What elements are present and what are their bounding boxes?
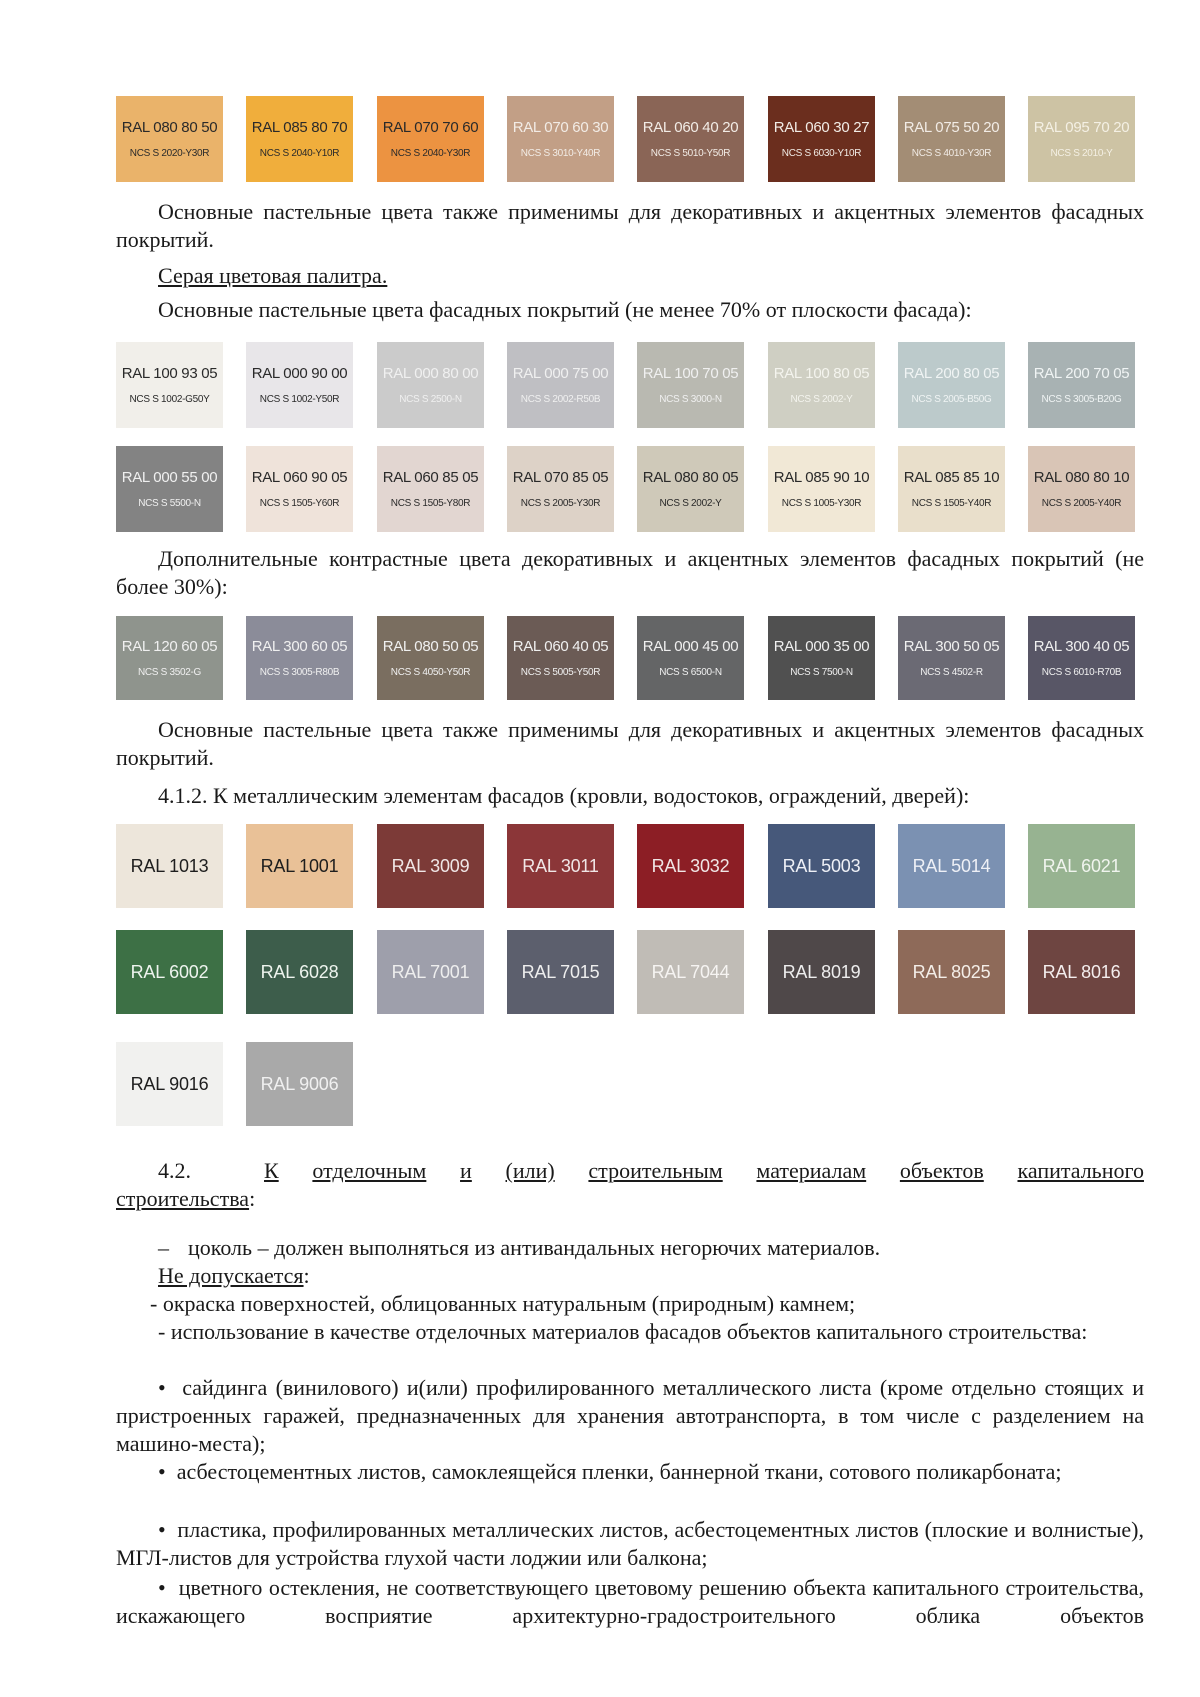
heading-word: объектов bbox=[899, 1158, 984, 1183]
dash-item-plinth bbox=[116, 1234, 1144, 1262]
section-4-2-number: 4.2. bbox=[158, 1158, 191, 1183]
color-swatch bbox=[507, 930, 614, 1014]
ral-code: RAL 300 50 05 bbox=[903, 638, 1000, 655]
ncs-code: NCS S 5010-Y50R bbox=[650, 148, 731, 159]
paragraph-contrast: Дополнительные контрастные цвета декоративных и акцентных элементов фасадных покрытий (не более 30%): bbox=[116, 546, 1144, 599]
ncs-code: NCS S 2005-B50G bbox=[911, 394, 992, 405]
ral-code: RAL 7044 bbox=[651, 961, 730, 982]
ncs-code: NCS S 4050-Y50R bbox=[390, 667, 471, 678]
color-swatch bbox=[768, 616, 875, 700]
ral-code: RAL 300 40 05 bbox=[1033, 638, 1130, 655]
ral-code: RAL 000 90 00 bbox=[251, 365, 348, 382]
ncs-code: NCS S 2020-Y30R bbox=[129, 148, 210, 159]
color-swatch bbox=[1028, 96, 1135, 182]
color-swatch bbox=[768, 342, 875, 428]
bullet-plastic bbox=[116, 1516, 1144, 1572]
ral-code: RAL 070 85 05 bbox=[512, 469, 609, 486]
bullet-asbestos bbox=[116, 1458, 1144, 1486]
ral-code: RAL 000 45 00 bbox=[642, 638, 739, 655]
color-swatch bbox=[898, 616, 1005, 700]
palette-row-gray-2 bbox=[116, 446, 1144, 532]
ncs-code: NCS S 3005-B20G bbox=[1041, 394, 1122, 405]
ral-code: RAL 000 55 00 bbox=[121, 469, 218, 486]
ral-code: RAL 075 50 20 bbox=[903, 119, 1000, 136]
ral-code: RAL 070 70 60 bbox=[382, 119, 479, 136]
palette-row-metal-3 bbox=[116, 1042, 1144, 1126]
color-swatch bbox=[507, 824, 614, 908]
ral-code: RAL 5014 bbox=[912, 855, 991, 876]
color-swatch bbox=[637, 616, 744, 700]
ral-code: RAL 085 80 70 bbox=[251, 119, 348, 136]
ral-code: RAL 085 85 10 bbox=[903, 469, 1000, 486]
color-swatch bbox=[1028, 342, 1135, 428]
ral-code: RAL 060 40 05 bbox=[512, 638, 609, 655]
ral-code: RAL 5003 bbox=[782, 855, 861, 876]
bullet-plastic-text: пластика, профилированных металлических листов, асбестоцементных листов (плоские и волнистые), МГЛ-листов для устройства глухой части лоджии или балкона; bbox=[116, 1517, 1144, 1570]
ncs-code: NCS S 3010-Y40R bbox=[520, 148, 601, 159]
bullet-glazing-text: цветного остекления, не соответствующего цветовому решению объекта капитального строительства, искажающего восприятие архитектурно-градостроительного облика объектов bbox=[116, 1575, 1144, 1628]
bullet-dot: • bbox=[158, 1575, 166, 1600]
color-swatch bbox=[377, 616, 484, 700]
ncs-code: NCS S 2002-Y bbox=[659, 498, 722, 509]
ral-code: RAL 080 80 50 bbox=[121, 119, 218, 136]
color-swatch bbox=[637, 96, 744, 182]
color-swatch bbox=[377, 342, 484, 428]
ncs-code: NCS S 1505-Y40R bbox=[911, 498, 992, 509]
ncs-code: NCS S 7500-N bbox=[790, 667, 853, 678]
ral-code: RAL 060 90 05 bbox=[251, 469, 348, 486]
ral-code: RAL 100 80 05 bbox=[773, 365, 870, 382]
dash-item-text: цоколь – должен выполняться из антивандальных негорючих материалов. bbox=[188, 1235, 881, 1260]
color-swatch bbox=[768, 824, 875, 908]
color-swatch bbox=[116, 96, 223, 182]
item-stone-painting: - окраска поверхностей, облицованных натуральным (природным) камнем; bbox=[150, 1291, 856, 1316]
color-swatch bbox=[246, 824, 353, 908]
ral-code: RAL 7001 bbox=[391, 961, 470, 982]
color-swatch bbox=[637, 446, 744, 532]
bullet-siding-text: сайдинга (винилового) и(или) профилированного металлического листа (кроме отдельно стоящих и пристроенных гаражей, предназначенных для хранения автотранспорта, в том числе с разделением на машино-места); bbox=[116, 1375, 1144, 1456]
ncs-code: NCS S 2005-Y40R bbox=[1041, 498, 1122, 509]
color-swatch bbox=[377, 96, 484, 182]
ral-code: RAL 6021 bbox=[1042, 855, 1121, 876]
ral-code: RAL 6028 bbox=[260, 961, 339, 982]
ral-code: RAL 070 60 30 bbox=[512, 119, 609, 136]
gray-palette-title-text: Серая цветовая палитра. bbox=[158, 263, 388, 288]
bullet-dot: • bbox=[158, 1375, 166, 1400]
ral-code: RAL 085 90 10 bbox=[773, 469, 870, 486]
ral-code: RAL 080 80 05 bbox=[642, 469, 739, 486]
heading-word: материалам bbox=[756, 1158, 867, 1183]
color-swatch bbox=[1028, 930, 1135, 1014]
ral-code: RAL 080 80 10 bbox=[1033, 469, 1130, 486]
heading-word: (или) bbox=[505, 1158, 555, 1183]
color-swatch bbox=[246, 1042, 353, 1126]
color-swatch bbox=[898, 342, 1005, 428]
color-swatch bbox=[637, 342, 744, 428]
color-swatch bbox=[246, 930, 353, 1014]
ral-code: RAL 7015 bbox=[521, 961, 600, 982]
palette-row-gray-1 bbox=[116, 342, 1144, 428]
ral-code: RAL 000 35 00 bbox=[773, 638, 870, 655]
ral-code: RAL 3011 bbox=[522, 855, 599, 876]
ncs-code: NCS S 2040-Y10R bbox=[259, 148, 340, 159]
color-swatch bbox=[116, 930, 223, 1014]
color-swatch bbox=[768, 930, 875, 1014]
color-swatch bbox=[507, 342, 614, 428]
bullet-dot: • bbox=[158, 1459, 166, 1484]
color-swatch bbox=[507, 616, 614, 700]
color-swatch bbox=[1028, 446, 1135, 532]
ral-code: RAL 060 40 20 bbox=[642, 119, 739, 136]
color-swatch bbox=[768, 446, 875, 532]
ral-code: RAL 000 75 00 bbox=[512, 365, 609, 382]
ncs-code: NCS S 2005-Y30R bbox=[520, 498, 601, 509]
ral-code: RAL 100 93 05 bbox=[121, 365, 218, 382]
ral-code: RAL 1001 bbox=[260, 855, 339, 876]
paragraph-pastel-note-1: Основные пастельные цвета также применимы для декоративных и акцентных элементов фасадных покрытий. bbox=[116, 199, 1144, 252]
ncs-code: NCS S 5005-Y50R bbox=[520, 667, 601, 678]
color-swatch bbox=[377, 930, 484, 1014]
color-swatch bbox=[1028, 616, 1135, 700]
ral-code: RAL 300 60 05 bbox=[251, 638, 348, 655]
ncs-code: NCS S 1002-Y50R bbox=[259, 394, 340, 405]
color-swatch bbox=[116, 1042, 223, 1126]
palette-row-top bbox=[116, 96, 1144, 182]
bullet-siding bbox=[116, 1374, 1144, 1458]
color-swatch bbox=[637, 930, 744, 1014]
paragraph-pastel-note-2: Основные пастельные цвета также применимы для декоративных и акцентных элементов фасадных покрытий. bbox=[116, 717, 1144, 770]
section-4-2-heading-line1 bbox=[264, 1157, 1144, 1185]
heading-word: К bbox=[264, 1158, 279, 1183]
ral-code: RAL 100 70 05 bbox=[642, 365, 739, 382]
ncs-code: NCS S 6500-N bbox=[659, 667, 722, 678]
heading-word: и bbox=[460, 1158, 472, 1183]
color-swatch bbox=[1028, 824, 1135, 908]
not-allowed-heading bbox=[116, 1262, 1144, 1290]
ral-code: RAL 1013 bbox=[130, 855, 209, 876]
ral-code: RAL 3032 bbox=[651, 855, 730, 876]
ral-code: RAL 8016 bbox=[1042, 961, 1121, 982]
color-swatch bbox=[116, 824, 223, 908]
color-swatch bbox=[898, 824, 1005, 908]
section-4-2-colon: : bbox=[249, 1186, 256, 1211]
ncs-code: NCS S 4502-R bbox=[920, 667, 983, 678]
color-swatch bbox=[116, 616, 223, 700]
ncs-code: NCS S 1505-Y60R bbox=[259, 498, 340, 509]
color-swatch bbox=[507, 446, 614, 532]
not-allowed-text: Не допускается bbox=[158, 1263, 304, 1288]
color-swatch bbox=[246, 96, 353, 182]
ral-code: RAL 080 50 05 bbox=[382, 638, 479, 655]
ral-code: RAL 120 60 05 bbox=[121, 638, 218, 655]
color-swatch bbox=[898, 96, 1005, 182]
ncs-code: NCS S 2002-R50B bbox=[520, 394, 601, 405]
section-4-2-heading-line2: строительства bbox=[116, 1186, 250, 1211]
ncs-code: NCS S 6010-R70B bbox=[1041, 667, 1122, 678]
color-swatch bbox=[116, 446, 223, 532]
color-swatch bbox=[246, 446, 353, 532]
paragraph-metal-elements: 4.1.2. К металлическим элементам фасадов (кровли, водостоков, ограждений, дверей): bbox=[158, 783, 970, 808]
ncs-code: NCS S 4010-Y30R bbox=[911, 148, 992, 159]
bullet-dot: • bbox=[158, 1517, 166, 1542]
ral-code: RAL 200 70 05 bbox=[1033, 365, 1130, 382]
gray-palette-title bbox=[116, 262, 1144, 290]
color-swatch bbox=[377, 446, 484, 532]
ral-code: RAL 9016 bbox=[130, 1073, 209, 1094]
color-swatch bbox=[507, 96, 614, 182]
color-swatch bbox=[377, 824, 484, 908]
heading-word: строительным bbox=[588, 1158, 723, 1183]
color-swatch bbox=[246, 342, 353, 428]
ncs-code: NCS S 5500-N bbox=[138, 498, 201, 509]
color-swatch bbox=[898, 930, 1005, 1014]
bullet-glazing bbox=[116, 1574, 1144, 1630]
ncs-code: NCS S 2010-Y bbox=[1050, 148, 1113, 159]
ral-code: RAL 060 30 27 bbox=[773, 119, 870, 136]
ncs-code: NCS S 1002-G50Y bbox=[129, 394, 210, 405]
color-swatch bbox=[246, 616, 353, 700]
not-allowed-colon: : bbox=[303, 1263, 310, 1288]
ral-code: RAL 8025 bbox=[912, 961, 991, 982]
paragraph-main-pastel: Основные пастельные цвета фасадных покрытий (не менее 70% от плоскости фасада): bbox=[158, 297, 972, 322]
ncs-code: NCS S 2040-Y30R bbox=[390, 148, 471, 159]
ral-code: RAL 8019 bbox=[782, 961, 861, 982]
palette-row-metal-1 bbox=[116, 824, 1144, 908]
ral-code: RAL 200 80 05 bbox=[903, 365, 1000, 382]
ral-code: RAL 3009 bbox=[391, 855, 470, 876]
ncs-code: NCS S 2500-N bbox=[399, 394, 462, 405]
section-4-2 bbox=[116, 1157, 1144, 1213]
palette-row-contrast bbox=[116, 616, 1144, 700]
ncs-code: NCS S 2002-Y bbox=[790, 394, 853, 405]
ral-code: RAL 060 85 05 bbox=[382, 469, 479, 486]
heading-word: капитального bbox=[1017, 1158, 1144, 1183]
bullet-asbestos-text: асбестоцементных листов, самоклеящейся пленки, баннерной ткани, сотового поликарбоната; bbox=[176, 1459, 1062, 1484]
color-swatch bbox=[637, 824, 744, 908]
ral-code: RAL 095 70 20 bbox=[1033, 119, 1130, 136]
dash-symbol: – bbox=[158, 1235, 169, 1260]
ncs-code: NCS S 3502-G bbox=[137, 667, 202, 678]
ncs-code: NCS S 3005-R80B bbox=[259, 667, 340, 678]
ncs-code: NCS S 3000-N bbox=[659, 394, 722, 405]
ral-code: RAL 000 80 00 bbox=[382, 365, 479, 382]
color-swatch bbox=[768, 96, 875, 182]
ral-code: RAL 9006 bbox=[260, 1073, 339, 1094]
ncs-code: NCS S 6030-Y10R bbox=[781, 148, 862, 159]
color-swatch bbox=[898, 446, 1005, 532]
item-finishing-materials: - использование в качестве отделочных материалов фасадов объектов капитального строительства: bbox=[158, 1319, 1088, 1344]
heading-word: отделочным bbox=[312, 1158, 427, 1183]
palette-row-metal-2 bbox=[116, 930, 1144, 1014]
ral-code: RAL 6002 bbox=[130, 961, 209, 982]
ncs-code: NCS S 1005-Y30R bbox=[781, 498, 862, 509]
color-swatch bbox=[116, 342, 223, 428]
ncs-code: NCS S 1505-Y80R bbox=[390, 498, 471, 509]
